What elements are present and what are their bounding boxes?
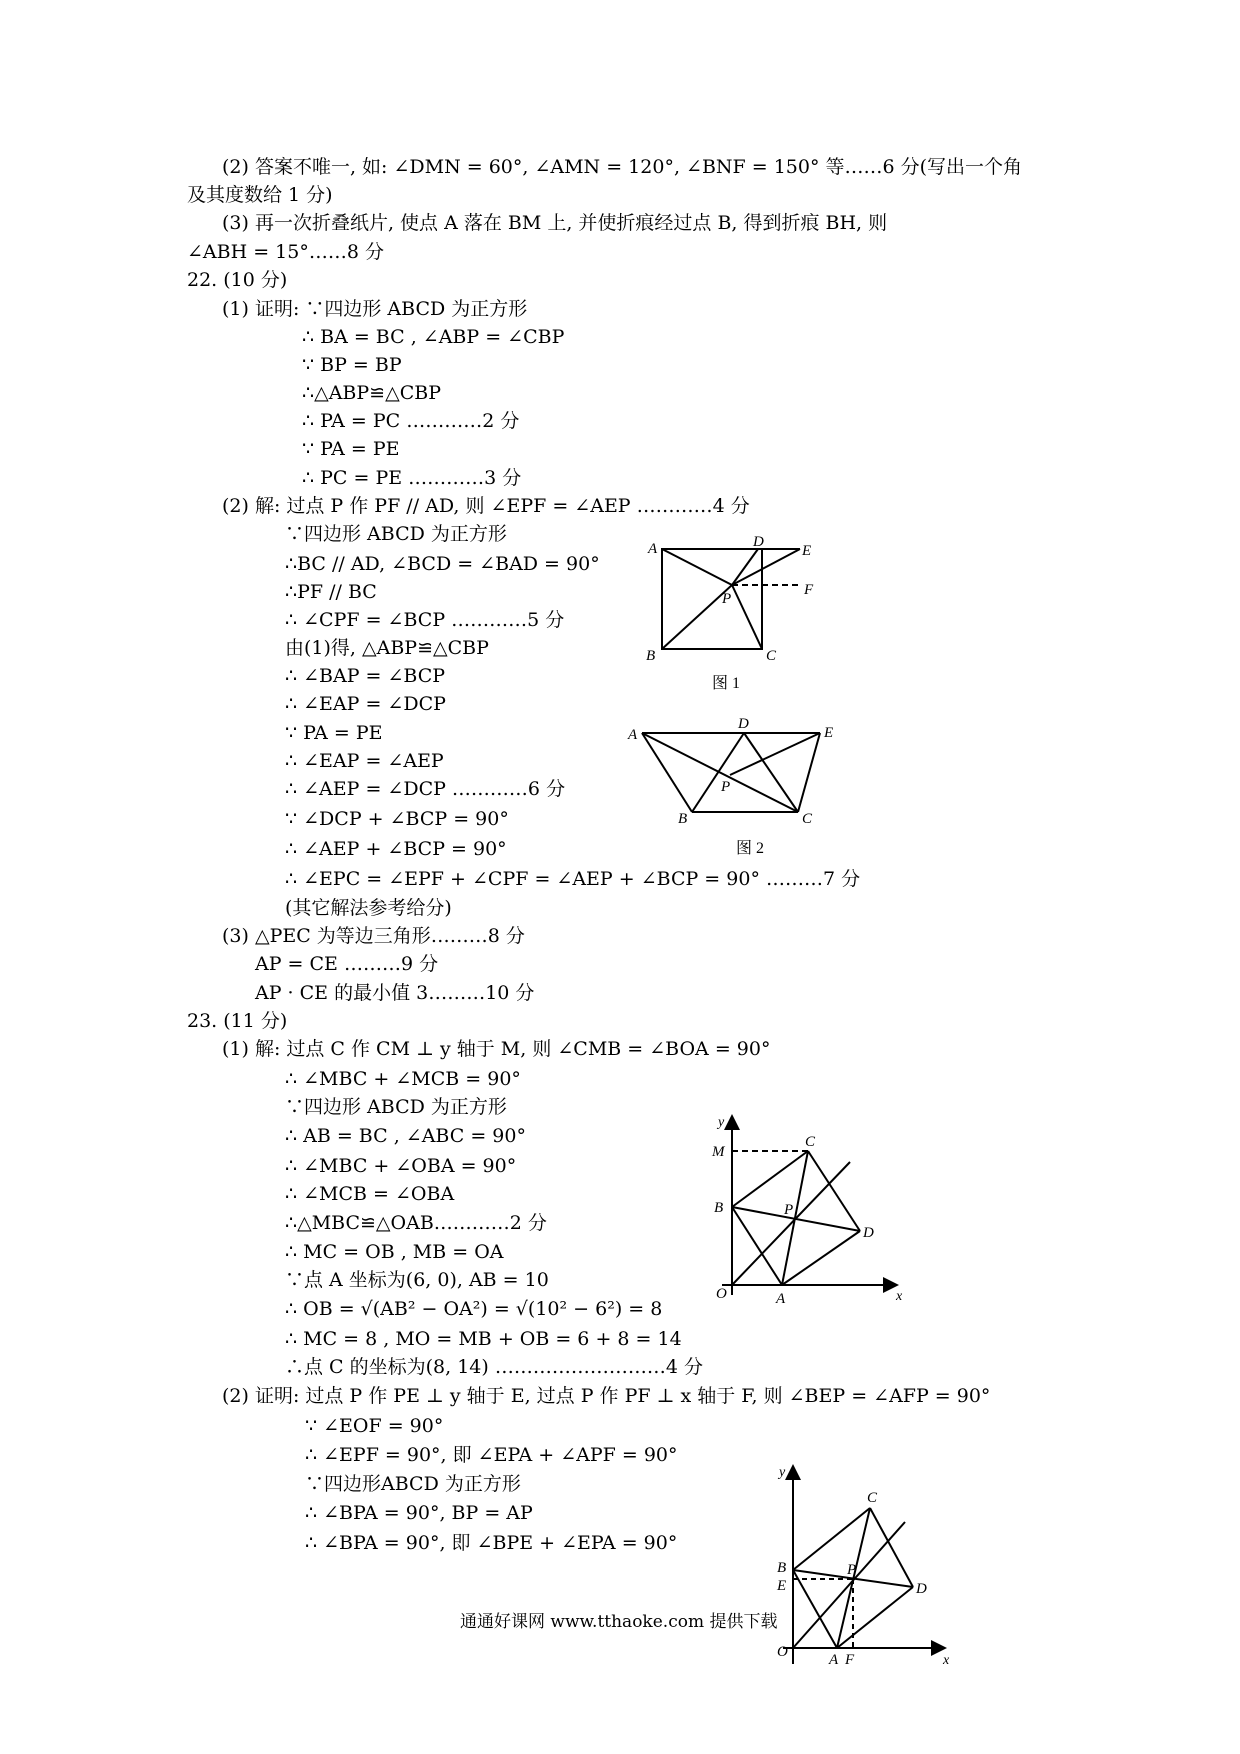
text-line: ∴ BA = BC , ∠ABP = ∠CBP — [302, 326, 565, 348]
fig4-label-o: O — [777, 1644, 788, 1660]
fig3-line-ab — [732, 1207, 782, 1285]
fig2-label-p: P — [721, 779, 731, 795]
text-line: ∵四边形 ABCD 为正方形 — [285, 523, 507, 545]
fig3-line-cd — [808, 1151, 860, 1231]
fig4-label-a: A — [829, 1652, 839, 1668]
text-line: ∴ ∠MBC + ∠OBA = 90° — [285, 1155, 517, 1177]
text-line: (2) 解: 过点 P 作 PF // AD, 则 ∠EPF = ∠AEP …………4 分 — [222, 495, 750, 517]
fig2-label-c: C — [802, 811, 813, 827]
fig2-line-ce — [798, 733, 820, 812]
text-line: ∴△MBC≌△OAB…………2 分 — [285, 1212, 547, 1234]
text-line: ∴ ∠EAP = ∠AEP — [285, 750, 444, 772]
fig2-label-b: B — [678, 811, 688, 827]
fig1-label-p: P — [722, 591, 732, 607]
fig1-label-a: A — [648, 541, 658, 557]
figure-2-caption: 图 2 — [736, 840, 765, 857]
text-line: (其它解法参考给分) — [285, 897, 452, 919]
text-line: ∵ PA = PE — [285, 722, 383, 744]
fig1-line-ap — [662, 549, 732, 585]
fig4-line-ab — [793, 1570, 837, 1648]
fig1-label-b: B — [646, 648, 656, 664]
fig3-line-op — [732, 1162, 850, 1285]
figure-4 — [765, 1460, 965, 1670]
figure-2 — [620, 715, 845, 830]
fig4-label-d: D — [916, 1581, 927, 1597]
fig3-line-da — [782, 1231, 860, 1285]
text-line: ∴ ∠EPF = 90°, 即 ∠EPA + ∠APF = 90° — [305, 1444, 678, 1466]
text-line: ∴ ∠MBC + ∠MCB = 90° — [285, 1068, 521, 1090]
text-line: ∴PF // BC — [285, 581, 377, 603]
fig2-line-dc — [744, 733, 798, 812]
fig4-label-f: F — [845, 1652, 855, 1668]
question-header-22: 22. (10 分) — [187, 269, 288, 291]
fig1-line-pd — [732, 549, 758, 585]
text-line: ∴ ∠MCB = ∠OBA — [285, 1183, 455, 1205]
text-line: AP · CE 的最小值 3………10 分 — [255, 982, 535, 1004]
text-line: ∵ BP = BP — [302, 354, 402, 376]
fig1-line-pc — [732, 585, 762, 649]
fig4-label-p: P — [847, 1562, 857, 1578]
text-line: ∵四边形ABCD 为正方形 — [305, 1473, 521, 1495]
fig3-line-bc — [732, 1151, 808, 1207]
fig4-line-cd — [870, 1508, 913, 1587]
fig2-line-pe — [730, 733, 820, 775]
text-line: 及其度数给 1 分) — [187, 184, 333, 206]
text-line: ∵点 A 坐标为(6, 0), AB = 10 — [285, 1269, 549, 1291]
text-line: ∴BC // AD, ∠BCD = ∠BAD = 90° — [285, 553, 600, 575]
text-line: (1) 解: 过点 C 作 CM ⊥ y 轴于 M, 则 ∠CMB = ∠BOA = 90° — [222, 1038, 771, 1060]
fig3-label-c: C — [805, 1134, 816, 1150]
fig3-label-a: A — [776, 1291, 786, 1307]
text-line: ∠ABH = 15°……8 分 — [187, 241, 384, 263]
text-line: ∴ ∠EPC = ∠EPF + ∠CPF = ∠AEP + ∠BCP = 90° ………7 分 — [285, 868, 861, 890]
fig3-label-x: x — [896, 1289, 903, 1304]
figure-1-caption: 图 1 — [712, 675, 741, 692]
fig3-label-b: B — [714, 1200, 724, 1216]
footer-source: 通通好课网 www.tthaoke.com 提供下载 — [460, 1612, 778, 1632]
fig1-label-e: E — [802, 543, 812, 559]
fig4-label-e: E — [777, 1578, 787, 1594]
fig1-label-d: D — [753, 535, 764, 550]
text-line: (3) △PEC 为等边三角形………8 分 — [222, 925, 525, 947]
text-line: ∴ AB = BC , ∠ABC = 90° — [285, 1125, 526, 1147]
fig1-label-f: F — [804, 582, 814, 598]
text-line: ∵ ∠DCP + ∠BCP = 90° — [285, 808, 509, 830]
figure-1 — [640, 535, 830, 665]
fig3-label-m: M — [712, 1144, 725, 1160]
text-line: ∴ ∠BAP = ∠BCP — [285, 665, 446, 687]
text-line: ∴ MC = 8 , MO = MB + OB = 6 + 8 = 14 — [285, 1328, 682, 1350]
fig1-line-pe — [732, 549, 800, 585]
text-line: ∴ ∠AEP = ∠DCP …………6 分 — [285, 778, 566, 800]
fig4-label-x: x — [943, 1653, 950, 1668]
text-line: ∴ ∠BPA = 90°, 即 ∠BPE + ∠EPA = 90° — [305, 1532, 678, 1554]
text-line: 由(1)得, △ABP≌△CBP — [285, 637, 489, 659]
text-line: (1) 证明: ∵四边形 ABCD 为正方形 — [222, 298, 528, 320]
text-line: (3) 再一次折叠纸片, 使点 A 落在 BM 上, 并使折痕经过点 B, 得到折痕 BH, 则 — [222, 212, 888, 234]
fig3-label-p: P — [784, 1202, 794, 1218]
text-line: ∴ ∠CPF = ∠BCP …………5 分 — [285, 609, 565, 631]
fig2-line-ac — [642, 733, 798, 812]
text-line: ∴ ∠BPA = 90°, BP = AP — [305, 1502, 533, 1524]
text-line: AP = CE ………9 分 — [255, 953, 439, 975]
fig4-line-op — [793, 1522, 905, 1648]
fig3-label-d: D — [863, 1225, 874, 1241]
text-line: ∴ PA = PC …………2 分 — [302, 410, 520, 432]
text-line: ∴ MC = OB , MB = OA — [285, 1241, 504, 1263]
fig4-label-c: C — [867, 1490, 878, 1506]
fig3-label-o: O — [716, 1286, 727, 1302]
text-line: (2) 证明: 过点 P 作 PE ⊥ y 轴于 E, 过点 P 作 PF ⊥ x 轴于 F, 则 ∠BEP = ∠AFP = 90° — [222, 1385, 991, 1407]
figure-3 — [700, 1110, 930, 1310]
text-line: ∴ ∠EAP = ∠DCP — [285, 693, 446, 715]
question-header-23: 23. (11 分) — [187, 1010, 288, 1032]
text-line: ∴ PC = PE …………3 分 — [302, 467, 522, 489]
text-line: ∵ PA = PE — [302, 438, 400, 460]
fig4-label-y: y — [779, 1465, 786, 1480]
text-line: ∴ OB = √(AB² − OA²) = √(10² − 6²) = 8 — [285, 1298, 663, 1320]
fig2-label-a: A — [628, 727, 638, 743]
text-line: ∵四边形 ABCD 为正方形 — [285, 1096, 507, 1118]
fig1-label-c: C — [766, 648, 777, 664]
text-line: ∵ ∠EOF = 90° — [305, 1415, 444, 1437]
fig2-label-d: D — [738, 716, 749, 732]
fig4-label-b: B — [777, 1560, 787, 1576]
fig3-label-y: y — [718, 1115, 725, 1130]
text-line: ∴ ∠AEP + ∠BCP = 90° — [285, 838, 507, 860]
text-line: ∴点 C 的坐标为(8, 14) ………………………4 分 — [285, 1356, 703, 1378]
text-line: (2) 答案不唯一, 如: ∠DMN = 60°, ∠AMN = 120°, ∠BNF = 150° 等……6 分(写出一个角 — [222, 156, 1023, 178]
fig2-label-e: E — [824, 725, 834, 741]
text-line: ∴△ABP≌△CBP — [302, 382, 441, 404]
